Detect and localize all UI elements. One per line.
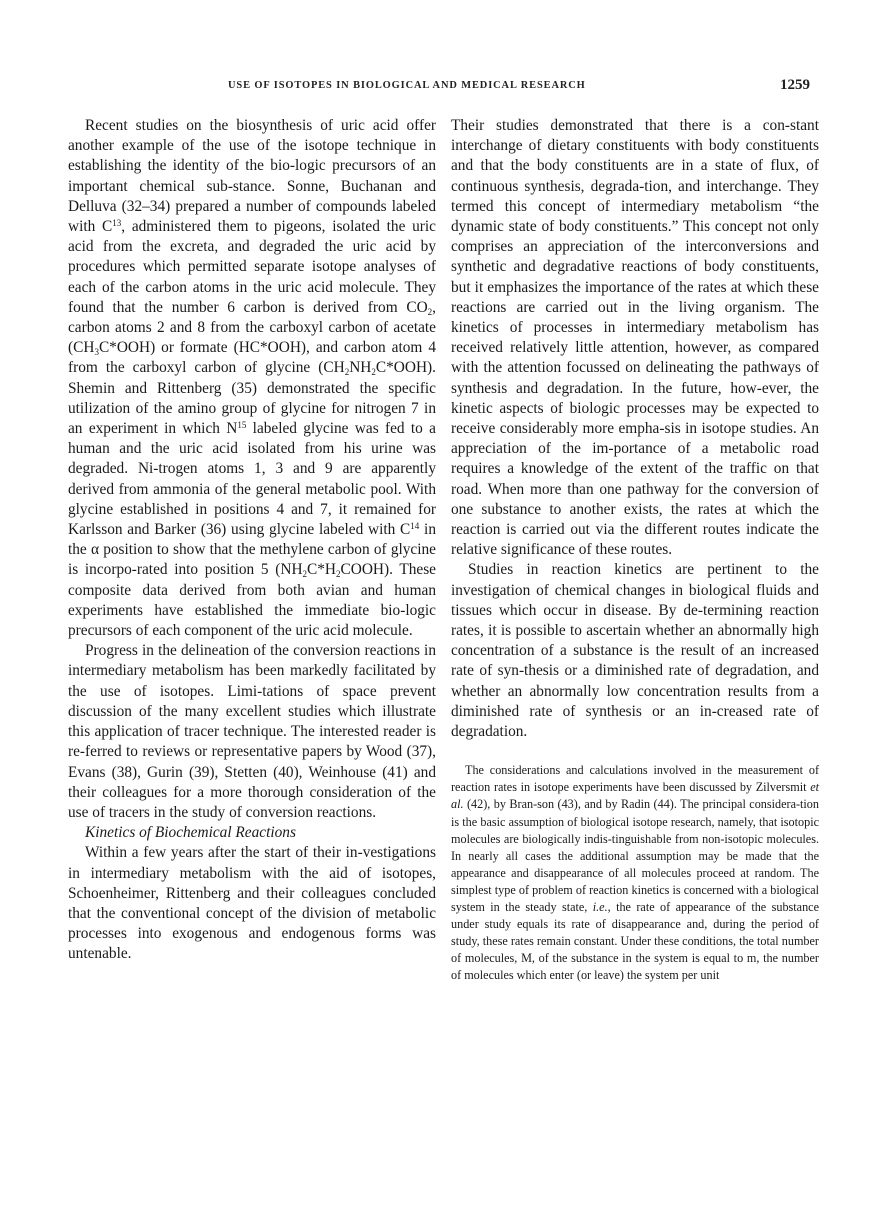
paragraph-dynamic-state: Their studies demonstrated that there is a con-stant interchange of dietary constituents with body constituents and that the body constituents are in a state of flux, of continuous synthesis, degrada-tion, and interchange. They termed this concept of intermediary metabolism “the dynamic state of body constituents.” This concept not only comprises an appreciation of the interconversions and synthetic and degradative reactions of body constituents, but it emphasizes the importance of the rates at which these reactions are carried out in the living organism. The kinetics of processes in intermediary metabolism has received relatively little attention, however, as compared with the attention focussed on delineating the pathways of synthesis and degradation. In the future, how-ever, the kinetic aspects of biologic processes may be expected to receive considerably more empha-sis in isotope studies. An appreciation of the im-portance of a metabolic road requires a knowledge of the extent of the traffic on that road. When more than one pathway for the conversion of one substance to another exists, the rates at which the reaction is carried out via the different routes indicate the relative significance of these routes.	[451, 117, 819, 559]
paragraph-uric-acid: Recent studies on the biosynthesis of uric acid offer another example of the use of the isotope technique in establishing the identity of the bio-logic precursors of an important chemical sub-stance. Sonne, Buchanan and Delluva (32–34) prepared a number of compounds labeled with $C^{13}$, administered them to pigeons, isolated the uric acid from the excreta, and degraded the uric acid by procedures which permitted separate isotope analyses of each of the carbon atoms in the uric acid molecule. They found that the number 6 carbon is derived from $CO_2$, carbon atoms 2 and 8 from the carboxyl carbon of acetate $(CH_3C*OOH)$ or formate (HC*OOH), and carbon atom 4 from the carboxyl carbon of glycine $(CH_2NH_2C*OOH)$. Shemin and Rittenberg (35) demonstrated the specific utilization of the amino group of glycine for nitrogen 7 in an experiment in which $N^{15}$ labeled glycine was fed to a human and the uric acid isolated from his urine was degraded. Ni-trogen atoms 1, 3 and 9 are apparently derived from ammonia of the general metabolic pool. With glycine established in positions 4 and 7, it remained for Karlsson and Barker (36) using glycine labeled with $C^{14}$ in the α position to show that the methylene carbon of glycine is incorpo-rated into position 5 $(NH_2C*H_2COOH)$. These composite data derived from both avian and human experiments have established the immediate bio-logic precursors of each component of the uric acid molecule.	[68, 117, 436, 640]
paragraph-disease-kinetics: Studies in reaction kinetics are pertinent to the investigation of chemical changes in biological fluids and tissues which occur in disease. By de-termining reaction rates, it is possible to ascertain whether an abnormally high concentration of a substance is the result of an increased rate of syn-thesis or a diminished rate of degradation, and whether an abnormally low concentration results from a diminished rate of synthesis or an in-creased rate of degradation.	[451, 561, 819, 741]
running-head: USE OF ISOTOPES IN BIOLOGICAL AND MEDICAL RESEARCH	[228, 80, 586, 91]
page-header	[228, 77, 810, 100]
left-column	[68, 116, 436, 965]
page-number: 1259	[780, 77, 810, 93]
paragraph-kinetics-intro: Within a few years after the start of their in-vestigations in intermediary metabolism with the aid of isotopes, Schoenheimer, Rittenberg and their colleagues concluded that the conventional concept of the division of metabolic processes into exogenous and endogenous forms was untenable.	[68, 844, 436, 963]
right-column	[451, 116, 819, 985]
paragraph-conversion-reactions: Progress in the delineation of the conversion reactions in intermediary metabolism has been markedly facilitated by the use of isotopes. Limi-tations of space prevent discussion of the many excellent studies which illustrate this application of tracer technique. The interested reader is re-ferred to reviews or representative papers by Wood (37), Evans (38), Gurin (39), Stetten (40), Weinhouse (41) and their colleagues for a more thorough consideration of the use of tracers in the study of conversion reactions.	[68, 642, 436, 821]
small-print-section	[451, 762, 819, 984]
section-heading-kinetics: Kinetics of Biochemical Reactions	[85, 824, 296, 842]
small-print-paragraph: The considerations and calculations involved in the measurement of reaction rates in isotope experiments have been discussed by Zilversmit et al. (42), by Bran-son (43), and by Radin (44). The principal considera-tion is the basic assumption of biological isotope research, namely, that isotopic molecules are biologically indis-tinguishable from non-isotopic molecules. In nearly all cases the additional assumption may be made that the appearance and disappearance of all molecules proceed at random. The simplest type of problem of reaction kinetics is concerned with a biological system in the steady state, i.e., the rate of appearance of the substance under study equals its rate of disappearance and, during the period of study, these rates remain constant. Under these conditions, the total number of molecules, M, of the substance in the system is equal to m, the number of molecules which enter (or leave) the system per unit	[451, 763, 819, 983]
